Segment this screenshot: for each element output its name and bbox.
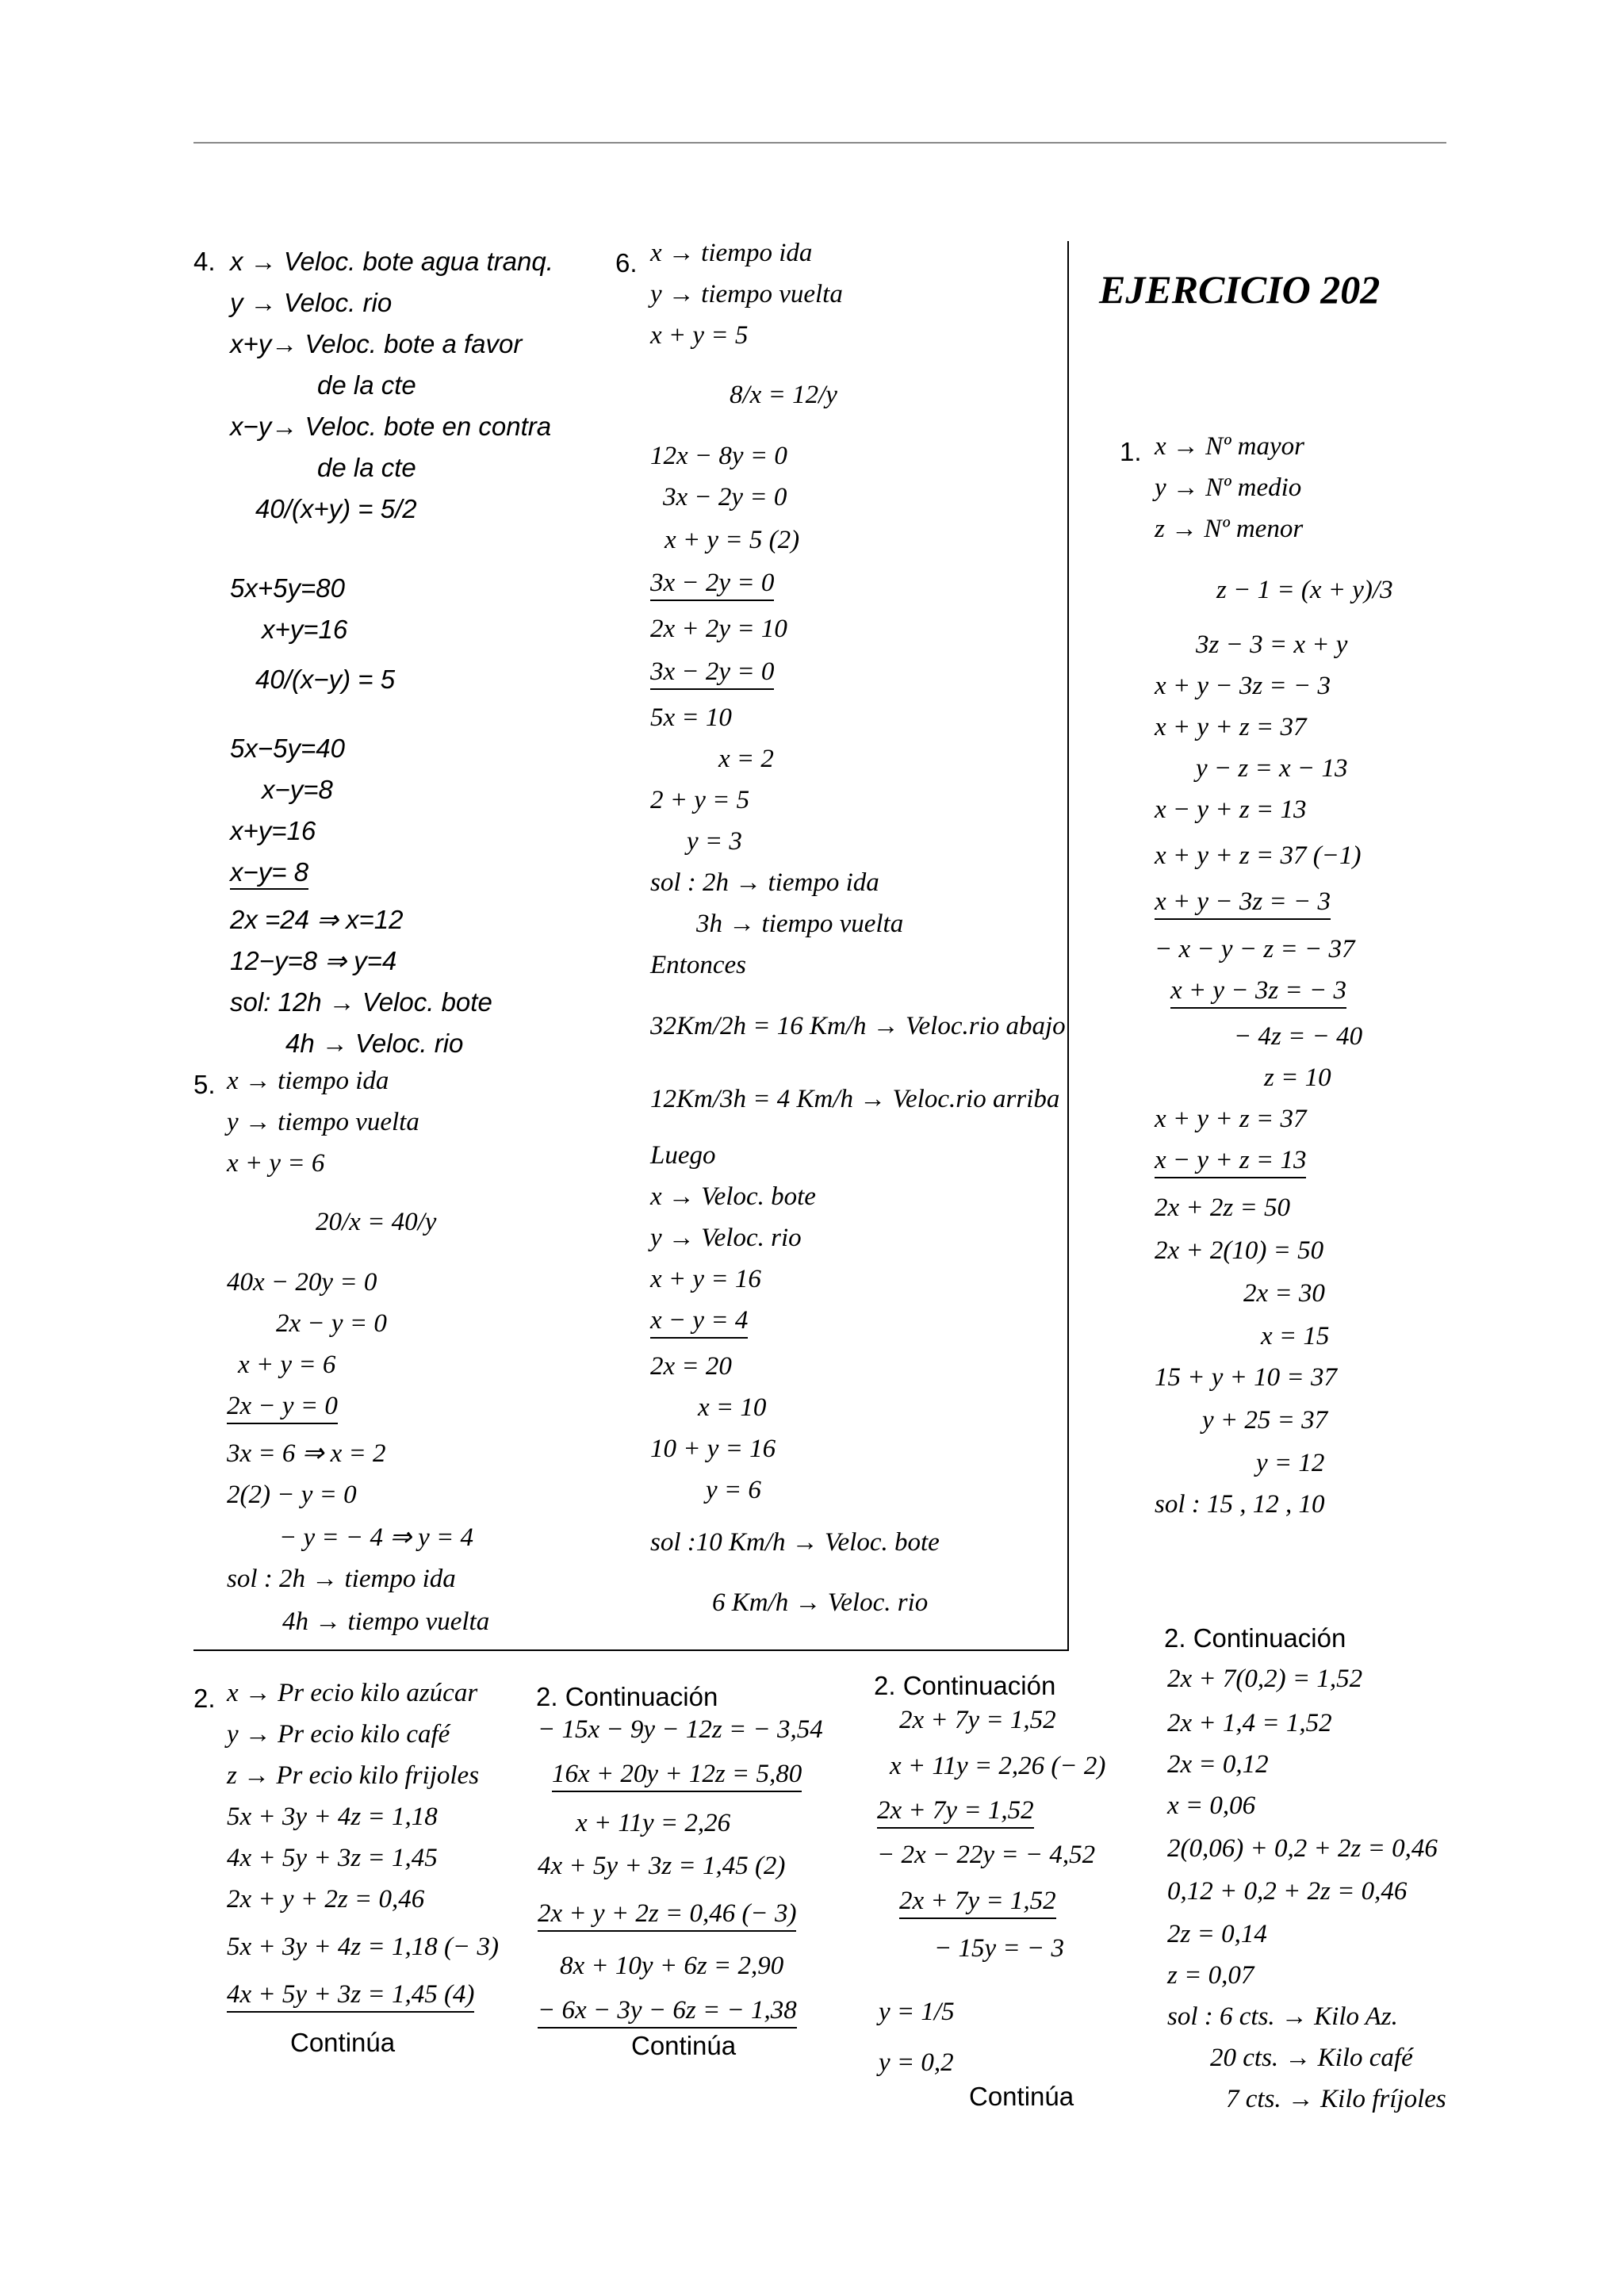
equation-line: 2x =24 ⇒ x=12 xyxy=(230,905,404,934)
solution-line: 7 cts. → Kilo fríjoles xyxy=(1226,2085,1446,2113)
equation-line: 16x + 20y + 12z = 5,80 xyxy=(552,1761,802,1792)
equation-line: 5x + 3y + 4z = 1,18 (− 3) xyxy=(227,1933,499,1961)
solution-line: 4h → Veloc. rio xyxy=(285,1029,464,1058)
continua-label: Continúa xyxy=(969,2082,1074,2111)
solution-line: sol : 6 cts. → Kilo Az. xyxy=(1167,2002,1398,2031)
continua-label: Continúa xyxy=(631,2031,737,2060)
equation-line: x → tiempo ida xyxy=(650,239,813,267)
equation-line: x + 11y = 2,26 xyxy=(576,1809,731,1837)
equation-line: − y = − 4 ⇒ y = 4 xyxy=(279,1523,474,1552)
solution-line: 6 Km/h → Veloc. rio xyxy=(712,1588,929,1617)
solution-line: 4h → tiempo vuelta xyxy=(282,1607,490,1636)
equation-line: 3x = 6 ⇒ x = 2 xyxy=(227,1439,386,1468)
equation-line: 2x = 0,12 xyxy=(1167,1750,1269,1779)
equation-line: 15 + y + 10 = 37 xyxy=(1155,1363,1337,1392)
continuation-heading: 2. Continuación xyxy=(1164,1623,1346,1653)
text-line: Luego xyxy=(650,1141,716,1170)
equation-line: x + y = 6 xyxy=(238,1350,336,1379)
equation-line: y → Pr ecio kilo café xyxy=(227,1720,450,1749)
fraction-equation: 8/x = 12/y xyxy=(730,381,837,409)
equation-line: − 15y = − 3 xyxy=(934,1934,1064,1963)
equation-line: x + y − 3z = − 3 xyxy=(1155,889,1331,920)
equation-line: y → Veloc. rio xyxy=(650,1224,802,1252)
equation-line: 2x + 2z = 50 xyxy=(1155,1193,1291,1222)
equation-line: x − y + z = 13 xyxy=(1155,1147,1306,1178)
equation-line: 2x + 7y = 1,52 xyxy=(877,1798,1034,1829)
equation-line: x → Veloc. bote xyxy=(650,1182,816,1211)
continuation-heading: 2. Continuación xyxy=(874,1671,1056,1700)
equation-line: 12x − 8y = 0 xyxy=(650,442,787,470)
continua-label: Continúa xyxy=(290,2028,396,2057)
equation-line: x + y + z = 37 xyxy=(1155,1105,1307,1133)
equation-line: x + y − 3z = − 3 xyxy=(1170,978,1346,1009)
equation-line: x + y + z = 37 xyxy=(1155,713,1307,741)
equation-line: y + 25 = 37 xyxy=(1202,1406,1328,1435)
equation-line: 2(2) − y = 0 xyxy=(227,1481,357,1509)
equation-line: 4x + 5y + 3z = 1,45 xyxy=(227,1844,438,1872)
fraction-equation: z − 1 = (x + y)/3 xyxy=(1216,576,1393,604)
equation-line: x = 2 xyxy=(718,745,774,773)
equation-line: x + 11y = 2,26 (− 2) xyxy=(890,1752,1106,1780)
equation-line: y → tiempo vuelta xyxy=(650,280,843,308)
equation-line: 2x − y = 0 xyxy=(227,1393,338,1424)
solution-line: sol : 2h → tiempo ida xyxy=(650,868,879,897)
equation-line: 4x + 5y + 3z = 1,45 (2) xyxy=(538,1852,786,1880)
equation-line: 2x + 1,4 = 1,52 xyxy=(1167,1709,1332,1737)
equation-line: 2(0,06) + 0,2 + 2z = 0,46 xyxy=(1167,1834,1438,1863)
equation-line: x + y − 3z = − 3 xyxy=(1155,672,1331,700)
equation-line: x → Veloc. bote agua tranq. xyxy=(230,247,553,276)
equation-line: y − z = x − 13 xyxy=(1196,754,1348,783)
equation-line: 2x = 30 xyxy=(1243,1279,1325,1308)
equation-line: x + y = 6 xyxy=(227,1149,325,1178)
equation-line: 5x+5y=80 xyxy=(230,573,345,603)
problem-number: 1. xyxy=(1120,437,1142,466)
equation-line: x = 0,06 xyxy=(1167,1791,1256,1820)
equation-line: − x − y − z = − 37 xyxy=(1155,935,1355,964)
equation-line: 2x + 7y = 1,52 xyxy=(899,1706,1056,1734)
equation-line: 8x + 10y + 6z = 2,90 xyxy=(560,1952,784,1980)
equation-line: de la cte xyxy=(317,370,416,400)
solution-line: 3h → tiempo vuelta xyxy=(696,910,904,938)
fraction-equation: 12Km/3h = 4 Km/h → Veloc.rio arriba xyxy=(650,1085,1060,1113)
equation-line: 3x − 2y = 0 xyxy=(663,483,787,511)
top-rule xyxy=(193,142,1446,144)
continuation-heading: 2. Continuación xyxy=(536,1682,718,1711)
problem-number: 4. xyxy=(193,247,216,276)
solution-line: sol : 15 , 12 , 10 xyxy=(1155,1490,1325,1519)
equation-line: 10 + y = 16 xyxy=(650,1435,776,1463)
equation-line: 2x + y + 2z = 0,46 xyxy=(227,1885,425,1914)
equation-line: x + y = 16 xyxy=(650,1265,761,1293)
equation-line: y → Nº medio xyxy=(1155,473,1302,502)
equation-line: x + y + z = 37 (−1) xyxy=(1155,841,1362,870)
horizontal-divider xyxy=(193,1649,1069,1651)
equation-line: x − y = 4 xyxy=(650,1308,748,1339)
equation-line: 4x + 5y + 3z = 1,45 (4) xyxy=(227,1982,474,2013)
problem-number: 5. xyxy=(193,1070,216,1099)
fraction-equation: 20/x = 40/y xyxy=(316,1208,437,1236)
equation-line: 5x = 10 xyxy=(650,703,732,732)
text-line: Entonces xyxy=(650,951,746,979)
equation-line: y = 12 xyxy=(1256,1449,1325,1477)
solution-line: sol :10 Km/h → Veloc. bote xyxy=(650,1528,940,1557)
equation-line: 5x + 3y + 4z = 1,18 xyxy=(227,1803,438,1831)
problem-number: 6. xyxy=(615,248,638,278)
equation-line: x = 15 xyxy=(1261,1322,1330,1350)
equation-line: x−y= 8 xyxy=(230,859,308,890)
equation-line: 40x − 20y = 0 xyxy=(227,1268,377,1297)
equation-line: y → Veloc. rio xyxy=(230,288,393,317)
equation-line: 2x + 2y = 10 xyxy=(650,615,787,643)
equation-line: x → Pr ecio kilo azúcar xyxy=(227,1679,478,1707)
solution-line: sol: 12h → Veloc. bote xyxy=(230,987,492,1017)
equation-line: x → tiempo ida xyxy=(227,1067,389,1095)
equation-line: x − y + z = 13 xyxy=(1155,795,1307,824)
solution-line: sol : 2h → tiempo ida xyxy=(227,1565,456,1593)
equation-line: 3x − 2y = 0 xyxy=(650,659,774,690)
equation-line: 2x − y = 0 xyxy=(276,1309,387,1338)
equation-line: − 2x − 22y = − 4,52 xyxy=(877,1841,1096,1869)
equation-line: − 4z = − 40 xyxy=(1234,1022,1363,1051)
equation-line: 0,12 + 0,2 + 2z = 0,46 xyxy=(1167,1877,1408,1906)
equation-line: 2z = 0,14 xyxy=(1167,1920,1267,1948)
solution-line: 20 cts. → Kilo café xyxy=(1210,2044,1413,2072)
fraction-equation: 40/(x+y) = 5/2 xyxy=(255,494,417,523)
equation-line: 3x − 2y = 0 xyxy=(650,570,774,601)
equation-line: z = 0,07 xyxy=(1167,1961,1254,1990)
vertical-divider xyxy=(1067,241,1069,1649)
equation-line: 2 + y = 5 xyxy=(650,786,750,814)
fraction-equation: 40/(x−y) = 5 xyxy=(255,665,396,694)
equation-line: z = 10 xyxy=(1264,1063,1331,1092)
fraction-equation: y = 1/5 xyxy=(879,1998,955,2026)
equation-line: y = 0,2 xyxy=(879,2048,954,2077)
equation-line: de la cte xyxy=(317,453,416,482)
equation-line: 3z − 3 = x + y xyxy=(1196,630,1348,659)
equation-line: 2x + 7(0,2) = 1,52 xyxy=(1167,1665,1363,1693)
equation-line: 12−y=8 ⇒ y=4 xyxy=(230,946,397,975)
equation-line: x → Nº mayor xyxy=(1155,432,1304,461)
equation-line: x+y=16 xyxy=(262,615,348,644)
equation-line: x−y→ Veloc. bote en contra xyxy=(230,412,552,441)
equation-line: x + y = 5 xyxy=(650,321,749,350)
equation-line: z → Pr ecio kilo frijoles xyxy=(227,1761,480,1790)
equation-line: x−y=8 xyxy=(262,775,333,804)
equation-line: x + y = 5 (2) xyxy=(665,526,800,554)
equation-line: y → tiempo vuelta xyxy=(227,1108,419,1136)
equation-line: x = 10 xyxy=(698,1393,767,1422)
problem-number: 2. xyxy=(193,1684,216,1713)
equation-line: 2x + 2(10) = 50 xyxy=(1155,1236,1324,1265)
equation-line: 2x + y + 2z = 0,46 (− 3) xyxy=(538,1901,796,1932)
equation-line: 2x + 7y = 1,52 xyxy=(899,1888,1056,1919)
equation-line: x+y→ Veloc. bote a favor xyxy=(230,329,523,358)
equation-line: 2x = 20 xyxy=(650,1352,732,1381)
equation-line: − 15x − 9y − 12z = − 3,54 xyxy=(538,1715,823,1744)
fraction-equation: 32Km/2h = 16 Km/h → Veloc.rio abajo xyxy=(650,1012,1066,1040)
equation-line: z → Nº menor xyxy=(1155,515,1304,543)
equation-line: y = 6 xyxy=(706,1476,761,1504)
equation-line: − 6x − 3y − 6z = − 1,38 xyxy=(538,1998,797,2029)
equation-line: y = 3 xyxy=(687,827,742,856)
equation-line: x+y=16 xyxy=(230,816,316,845)
equation-line: 5x−5y=40 xyxy=(230,734,345,763)
exercise-title: EJERCICIO 202 xyxy=(1099,267,1381,312)
